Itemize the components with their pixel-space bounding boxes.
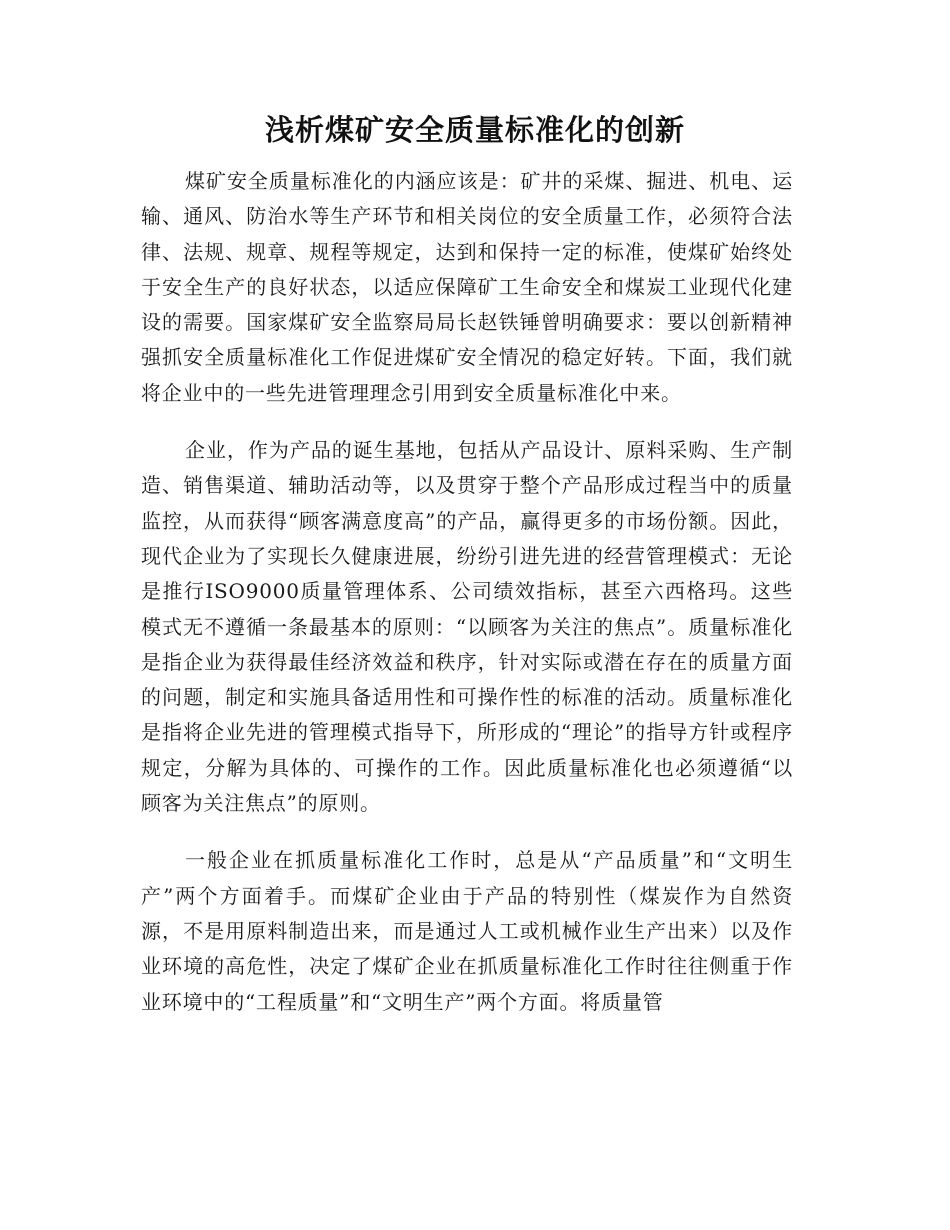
paragraph-3: 一般企业在抓质量标准化工作时，总是从“产品质量”和“文明生产”两个方面着手。而煤矿企业由于产品的特别性（煤炭作为自然资源，不是用原料制造出来，而是通过人工或机械作业生产出来）以及作业环境的高危性，决定了煤矿企业在抓质量标准化工作时往往侧重于作业环境中的“工程质量”和“文明生产”两个方面。将质量管 [141, 848, 793, 1014]
paragraph-1: 煤矿安全质量标准化的内涵应该是：矿井的采煤、掘进、机电、运输、通风、防治水等生产环节和相关岗位的安全质量工作，必须符合法律、法规、规章、规程等规定，达到和保持一定的标准，使煤矿始终处于安全生产的良好状态，以适应保障矿工生命安全和煤炭工业现代化建设的需要。国家煤矿安全监察局局长赵铁锤曾明确要求：要以创新精神强抓安全质量标准化工作促进煤矿安全情况的稳定好转。下面，我们就将企业中的一些先进管理理念引用到安全质量标准化中来。 [141, 169, 793, 405]
document-title: 浅析煤矿安全质量标准化的创新 [264, 113, 685, 147]
document-body [141, 164, 793, 1042]
paragraph-2: 企业，作为产品的诞生基地，包括从产品设计、原料采购、生产制造、销售渠道、辅助活动等，以及贯穿于整个产品形成过程当中的质量监控，从而获得“顾客满意度高”的产品，赢得更多的市场份额。因此，现代企业为了实现长久健康进展，纷纷引进先进的经营管理模式：无论是推行ISO9000质量管理体系、公司绩效指标，甚至六西格玛。这些模式无不遵循一条最基本的原则：“以顾客为关注的焦点”。质量标准化是指企业为获得最佳经济效益和秩序，针对实际或潜在存在的质量方面的问题，制定和实施具备适用性和可操作性的标准的活动。质量标准化是指将企业先进的管理模式指导下，所形成的“理论”的指导方针或程序规定，分解为具体的、可操作的工作。因此质量标准化也必须遵循“以顾客为关注焦点”的原则。 [141, 438, 793, 816]
